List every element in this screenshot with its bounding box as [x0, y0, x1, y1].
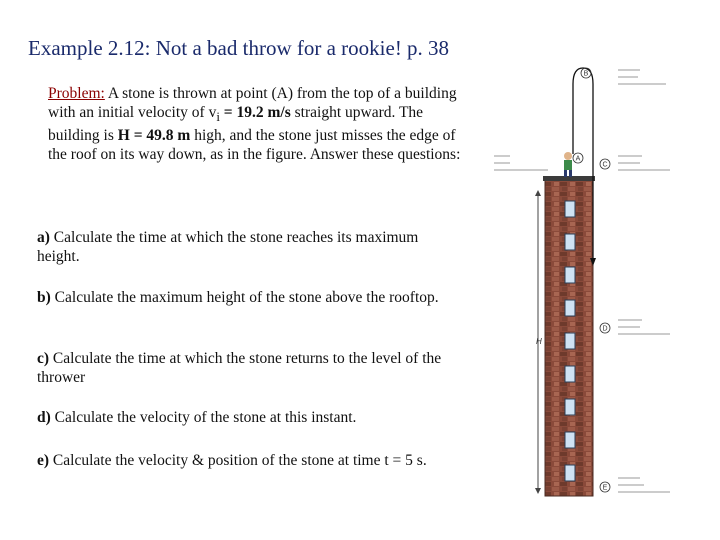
question-text: Calculate the velocity of the stone at this instant.	[50, 409, 357, 426]
window	[565, 432, 575, 448]
question-b	[37, 288, 457, 307]
problem-height: H = 49.8 m	[117, 127, 191, 145]
question-a	[37, 228, 457, 266]
point-d-label: D	[602, 325, 608, 333]
velocity-subscript: i	[216, 109, 220, 125]
slide-title: Example 2.12: Not a bad throw for a rookie! p. 38	[28, 36, 450, 60]
question-id: a)	[37, 229, 50, 246]
question-c	[37, 349, 457, 387]
question-id: e)	[37, 452, 50, 469]
problem-label: Problem:	[48, 85, 105, 102]
window	[565, 300, 575, 316]
point-c-label: C	[602, 161, 608, 169]
point-b-label: B	[583, 70, 589, 78]
question-e	[37, 451, 517, 470]
window	[565, 267, 575, 283]
window	[565, 333, 575, 349]
question-id: b)	[37, 289, 51, 306]
building-illustration	[480, 62, 716, 502]
problem-text-1: A stone is thrown at point (A) from the top of a building with an initial velocity of v	[48, 85, 457, 121]
building-figure	[480, 62, 716, 502]
question-text: Calculate the velocity & position of the stone at time t = 5 s.	[49, 452, 427, 469]
question-text: Calculate the time at which the stone reaches its maximum height.	[37, 229, 419, 265]
question-d	[37, 408, 457, 427]
problem-text-3: straight upward. The building is	[48, 104, 424, 145]
point-a-label: A	[575, 155, 581, 163]
thrower-head	[564, 152, 572, 160]
problem-velocity: = 19.2 m/s	[219, 104, 291, 121]
question-text: Calculate the maximum height of the stone above the rooftop.	[50, 289, 439, 306]
problem-statement	[48, 84, 468, 164]
window	[565, 465, 575, 481]
question-id: d)	[37, 409, 51, 426]
question-id: c)	[37, 350, 50, 367]
problem-text-4: high, and the stone just misses the edge of the roof on its way down, as in the figure. Answer these questions:	[48, 127, 461, 164]
question-text: Calculate the time at which the stone returns to the level of the thrower	[37, 350, 442, 386]
point-e-label: E	[602, 484, 608, 492]
height-label: H	[536, 337, 542, 346]
window	[565, 366, 575, 382]
thrower-body	[564, 160, 572, 170]
window	[565, 201, 575, 217]
window	[565, 399, 575, 415]
window	[565, 234, 575, 250]
